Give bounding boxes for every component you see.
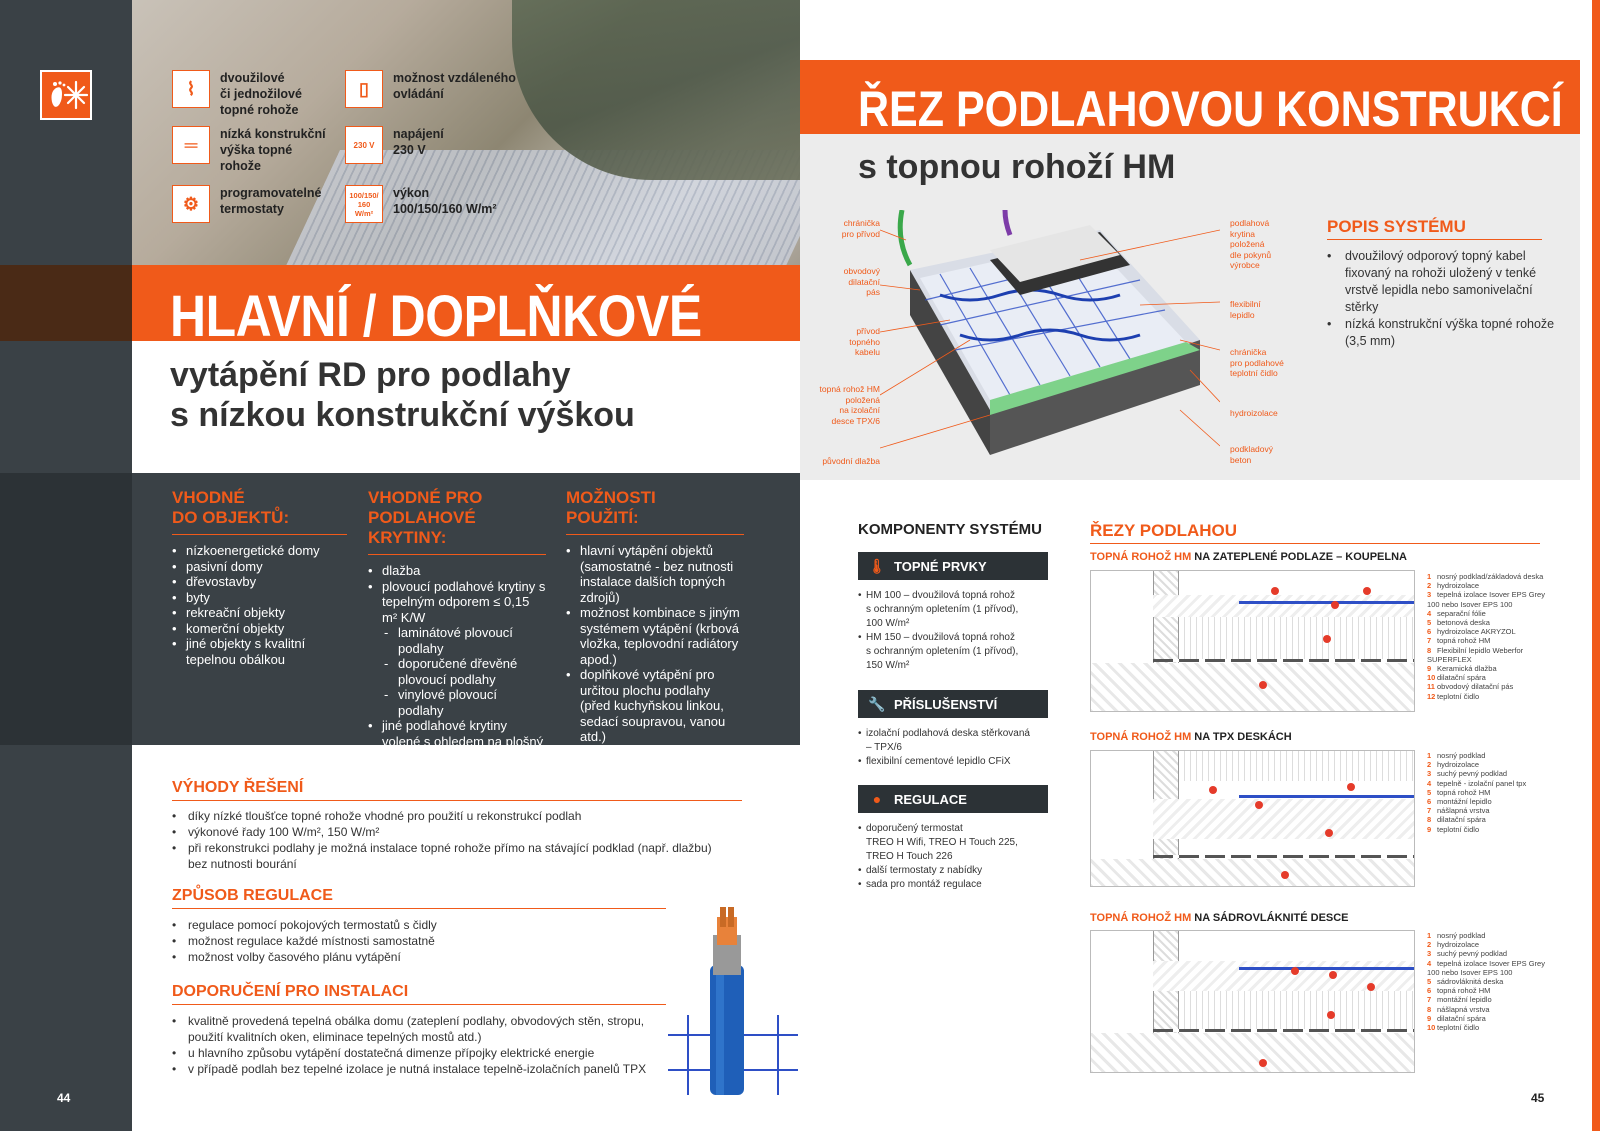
section-heading-benefits: VÝHODY ŘEŠENÍ xyxy=(172,779,742,801)
feature-output xyxy=(345,185,497,223)
legend-item: 7 nášlapná vrstva xyxy=(1427,806,1490,816)
callout-base-concrete: podkladový beton xyxy=(1230,444,1274,465)
legend-item: 1 nosný podklad xyxy=(1427,751,1486,760)
cross-section-diagram-2 xyxy=(1090,750,1415,887)
legend-item: 9 Keramická dlažba xyxy=(1427,664,1497,674)
system-description-list xyxy=(1327,248,1557,350)
feature-text: výkon 100/150/160 W/m² xyxy=(393,186,497,216)
list-item: • doporučený termostat TREO H Wifi, TREO H Touch 225, TREO H Touch 226 xyxy=(858,822,1048,864)
components-bar-heating xyxy=(858,552,1048,580)
section-title-2 xyxy=(1090,731,1292,743)
list-item: • komerční objekty xyxy=(172,621,347,637)
section-heading-regulation: ZPŮSOB REGULACE xyxy=(172,887,666,909)
callout-heating-mat: topná rohož HM položená na izolační desce TPX/6 xyxy=(819,384,880,426)
callout-sensor-conduit: chránička pro podlahové teplotní čidlo xyxy=(1230,347,1284,378)
legend-item: 6 montážní lepidlo xyxy=(1427,797,1492,807)
column-heading: MOŽNOSTI POUŽITÍ: xyxy=(566,488,744,535)
list-subitem: - doporučené dřevěné plovoucí podlahy xyxy=(368,656,546,687)
callout-waterproofing: hydroizolace xyxy=(1230,408,1278,418)
legend-item: 8 Flexibilní lepidlo Weberfor SUPERFLEX xyxy=(1427,645,1524,664)
heating-cable-illustration xyxy=(668,905,798,1095)
list-item: • plovoucí podlahové krytiny s tepelným odporem ≤ 0,15 m² K/W xyxy=(368,579,546,626)
list-item: • možnost regulace každé místnosti samostatně xyxy=(172,933,652,949)
section-title-1 xyxy=(1090,551,1407,563)
list-item: • regulace pomocí pokojových termostatů s čidly xyxy=(172,917,652,933)
list-item: • doplňkové vytápění pro určitou plochu podlahy (před kuchyňskou linkou, sedací soupravou, vanou atd.) xyxy=(566,667,744,745)
callout-edge-strip: obvodový dilatační pás xyxy=(843,266,880,297)
feature-text: dvoužilové či jednožilové topné rohože xyxy=(220,71,302,117)
feature-height xyxy=(172,126,326,174)
callout-conduit-supply: chránička pro přívod xyxy=(841,218,880,239)
legend-item: 1 nosný podklad/základová deska xyxy=(1427,572,1544,581)
feature-text: programovatelné termostaty xyxy=(220,186,322,216)
plug-icon: 230 V xyxy=(345,126,383,164)
sidebar-band-brown xyxy=(0,265,132,341)
left-sidebar xyxy=(0,0,132,1131)
callout-flex-adhesive: flexibilní lepidlo xyxy=(1230,299,1261,320)
legend-item: 12 teplotní čidlo xyxy=(1427,691,1480,701)
list-item: • rekreační objekty xyxy=(172,605,347,621)
right-page-title: ŘEZ PODLAHOVOU KONSTRUKCÍ xyxy=(858,81,1563,137)
legend-1 xyxy=(1427,572,1545,701)
list-item: • HM 150 – dvoužilová topná rohož s ochranným opletením (1 přívod), 150 W/m² xyxy=(858,631,1048,673)
bar-label: TOPNÉ PRVKY xyxy=(894,558,987,574)
legend-item: 2 hydroizolace xyxy=(1427,940,1480,950)
section-heading-installation: DOPORUČENÍ PRO INSTALACI xyxy=(172,983,666,1005)
components-list-accessories xyxy=(858,727,1048,769)
page-title: HLAVNÍ / DOPLŇKOVÉ xyxy=(170,284,702,349)
callout-supply-cable: přívod topného kabelu xyxy=(849,326,880,357)
legend-item: 3 suchý pevný podklad xyxy=(1427,949,1508,959)
section-title-orange: TOPNÁ ROHOŽ HM xyxy=(1090,551,1192,563)
power-badge-icon: 100/150/ 160 W/m² xyxy=(345,185,383,223)
list-item: • dřevostavby xyxy=(172,574,347,590)
feature-remote xyxy=(345,70,516,108)
list-item: • nízká konstrukční výška topné rohože (3,5 mm) xyxy=(1327,316,1557,350)
section-title-orange: TOPNÁ ROHOŽ HM xyxy=(1090,912,1192,924)
feature-text: nízká konstrukční výška topné rohože xyxy=(220,127,326,173)
legend-item: 8 nášlapná vrstva xyxy=(1427,1004,1490,1014)
list-item: • kvalitně provedená tepelná obálka domu (zateplení podlahy, obvodových stěn, stropu, použití kvalitních oken, eliminace tepelných mostů atd.) xyxy=(172,1013,652,1045)
legend-item: 7 topná rohož HM xyxy=(1427,636,1491,646)
column-objects xyxy=(172,488,347,667)
floor-section-3d-diagram xyxy=(880,210,1220,470)
list-item: • izolační podlahová deska stěrkovaná – TPX/6 xyxy=(858,727,1048,755)
dial-icon: ● xyxy=(872,791,882,807)
legend-2 xyxy=(1427,751,1526,834)
thermometer-icon: 🌡 xyxy=(868,557,886,574)
right-page-subtitle: s topnou rohoží HM xyxy=(858,148,1176,186)
column-list xyxy=(172,543,347,667)
legend-item: 8 dilatační spára xyxy=(1427,815,1486,825)
components-list-regulation xyxy=(858,822,1048,892)
mat-cable-icon: ⌇ xyxy=(172,70,210,108)
floor-height-icon: ═ xyxy=(172,126,210,164)
bar-label: PŘÍSLUŠENSTVÍ xyxy=(894,696,998,712)
installation-list xyxy=(172,1013,652,1077)
list-item: • další termostaty z nabídky xyxy=(858,864,1048,878)
callout-original-tiles: původní dlažba xyxy=(822,456,880,466)
list-item: • flexibilní cementové lepidlo CFiX xyxy=(858,755,1048,769)
list-item: • byty xyxy=(172,590,347,606)
feature-text: napájení 230 V xyxy=(393,127,444,157)
callout-floor-covering: podlahová krytina položená dle pokynů výrobce xyxy=(1230,218,1272,270)
list-item: • pasivní domy xyxy=(172,559,347,575)
components-bar-accessories xyxy=(858,690,1048,718)
legend-item: 9 dilatační spára xyxy=(1427,1013,1486,1023)
cross-section-diagram-3 xyxy=(1090,930,1415,1073)
list-item: • hlavní vytápění objektů (samostatné - bez nutnosti instalace dalších topných zdrojů) xyxy=(566,543,744,605)
legend-item: 2 hydroizolace xyxy=(1427,581,1480,591)
components-heading: KOMPONENTY SYSTÉMU xyxy=(858,521,1042,538)
legend-item: 5 topná rohož HM xyxy=(1427,787,1491,797)
list-item: • možnost volby časového plánu vytápění xyxy=(172,949,652,965)
right-edge-stripe xyxy=(1580,0,1600,1131)
section-title-rest: NA TPX DESKÁCH xyxy=(1191,731,1292,743)
column-list xyxy=(566,543,744,745)
list-subitem: - laminátové plovoucí podlahy xyxy=(368,625,546,656)
list-item: • jiné podlahové krytiny volené s ohledem na plošný tepelný výkon 100 – 160 W/m² xyxy=(368,718,546,780)
subtitle-line-1: vytápění RD pro podlahy xyxy=(170,356,571,394)
legend-item: 3 suchý pevný podklad xyxy=(1427,769,1508,779)
list-item: • při rekonstrukci podlahy je možná instalace topné rohože přímo na stávající podklad (např. dlažbu) bez nutnosti bourání xyxy=(172,840,732,872)
legend-item: 1 nosný podklad xyxy=(1427,931,1486,940)
section-title-3 xyxy=(1090,912,1349,924)
page-subtitle xyxy=(170,355,635,435)
column-heading: VHODNÉ PRO PODLAHOVÉ KRYTINY: xyxy=(368,488,546,555)
legend-item: 10 teplotní čidlo xyxy=(1427,1023,1480,1033)
benefits-list xyxy=(172,808,732,872)
legend-item: 5 sádrovláknitá deska xyxy=(1427,977,1504,987)
list-item: • u hlavního způsobu vytápění dostatečná dimenze přípojky elektrické energie xyxy=(172,1045,652,1061)
legend-item: 9 teplotní čidlo xyxy=(1427,824,1480,834)
legend-item: 4 tepelná izolace Isover EPS Grey 100 nebo Isover EPS 100 xyxy=(1427,958,1545,977)
sidebar-band-dark xyxy=(0,473,132,745)
column-floorings xyxy=(368,488,546,780)
components-list-heating xyxy=(858,589,1048,673)
list-item: • HM 100 – dvoužilová topná rohož s ochranným opletením (1 přívod), 100 W/m² xyxy=(858,589,1048,631)
subtitle-line-2: s nízkou konstrukční výškou xyxy=(170,396,635,434)
list-item: • nízkoenergetické domy xyxy=(172,543,347,559)
cross-section-diagram-1 xyxy=(1090,570,1415,712)
list-item: • jiné objekty s kvalitní tepelnou obálkou xyxy=(172,636,347,667)
column-list xyxy=(368,563,546,780)
cross-sections-heading: ŘEZY PODLAHOU xyxy=(1090,521,1540,544)
list-item: • v případě podlah bez tepelné izolace je nutná instalace tepelně-izolačních panelů TPX xyxy=(172,1061,652,1077)
list-item: • dvoužilový odporový topný kabel fixovaný na rohoži uložený v tenké vrstvě lepidla nebo samonivelační stěrky xyxy=(1327,248,1557,316)
list-item: • výkonové řady 100 W/m², 150 W/m² xyxy=(172,824,732,840)
legend-item: 2 hydroizolace xyxy=(1427,760,1480,770)
legend-item: 7 montážní lepidlo xyxy=(1427,995,1492,1005)
gear-icon: ⚙ xyxy=(172,185,210,223)
legend-item: 6 topná rohož HM xyxy=(1427,986,1491,996)
section-title-rest: NA ZATEPLENÉ PODLAZE – KOUPELNA xyxy=(1191,551,1407,563)
legend-3 xyxy=(1427,931,1545,1032)
feature-text: možnost vzdáleného ovládání xyxy=(393,71,516,101)
feature-thermostat xyxy=(172,185,321,223)
legend-item: 11 obvodový dilatační pás xyxy=(1427,682,1514,692)
components-bar-regulation xyxy=(858,785,1048,813)
section-title-rest: NA SÁDROVLÁKNITÉ DESCE xyxy=(1191,912,1349,924)
section-title-orange: TOPNÁ ROHOŽ HM xyxy=(1090,731,1192,743)
legend-item: 5 betonová deska xyxy=(1427,618,1490,628)
legend-item: 10 dilatační spára xyxy=(1427,673,1486,683)
feature-power xyxy=(345,126,444,164)
list-item: • díky nízké tloušťce topné rohože vhodné pro použití u rekonstrukcí podlah xyxy=(172,808,732,824)
system-description-heading: POPIS SYSTÉMU xyxy=(1327,217,1542,240)
foot-snowflake-logo-icon xyxy=(40,70,92,120)
bar-label: REGULACE xyxy=(894,791,967,807)
page-number-left: 44 xyxy=(57,1091,71,1105)
list-item: • dlažba xyxy=(368,563,546,579)
wrench-icon: 🔧 xyxy=(868,695,886,712)
legend-item: 3 tepelná izolace Isover EPS Grey 100 nebo Isover EPS 100 xyxy=(1427,590,1545,609)
feature-mat-type xyxy=(172,70,302,118)
remote-phone-icon: ▯ xyxy=(345,70,383,108)
list-item: • sada pro montáž regulace xyxy=(858,878,1048,892)
column-usage xyxy=(566,488,744,745)
legend-item: 4 tepelně - izolační panel tpx xyxy=(1427,778,1527,788)
legend-item: 4 separační fólie xyxy=(1427,608,1486,618)
list-item: • možnost kombinace s jiným systémem vytápění (krbová vložka, teplovodní radiátory apod.) xyxy=(566,605,744,667)
page-number-right: 45 xyxy=(1531,1091,1545,1105)
column-heading: VHODNÉ DO OBJEKTŮ: xyxy=(172,488,347,535)
regulation-list xyxy=(172,917,652,965)
legend-item: 6 hydroizolace AKRYZOL xyxy=(1427,627,1516,637)
list-subitem: - vinylové plovoucí podlahy xyxy=(368,687,546,718)
